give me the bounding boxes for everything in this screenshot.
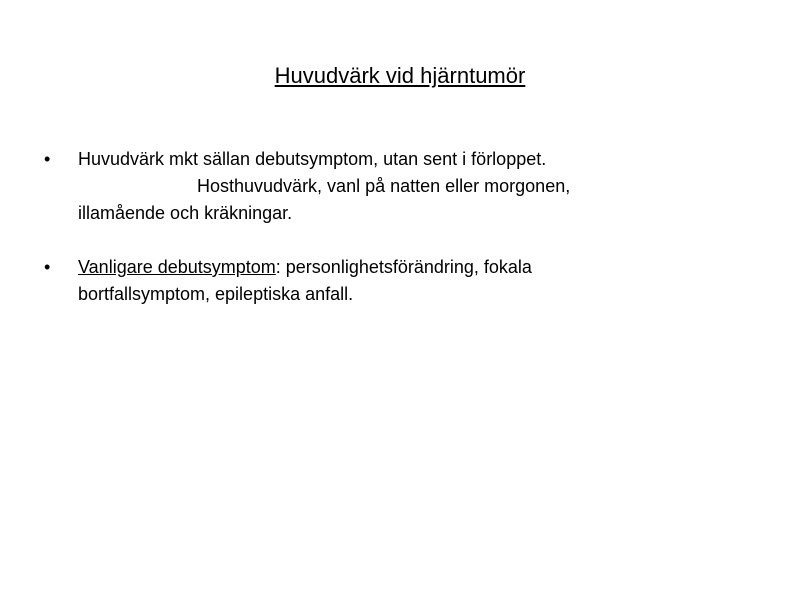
bullet-text-line: Hosthuvudvärk, vanl på natten eller morgonen, [197, 176, 571, 196]
bullet-list [0, 146, 800, 308]
bullet-text-rest: : personlighetsförändring, fokala [275, 257, 532, 277]
bullet-text-line [78, 254, 678, 281]
bullet-item-headache [0, 146, 678, 227]
bullet-text-line: Huvudvärk mkt sällan debutsymptom, utan sent i förloppet. [78, 149, 547, 169]
bullet-icon: • [44, 149, 51, 169]
underlined-term: Vanligare debutsymptom [78, 257, 276, 277]
bullet-item-common-symptoms [0, 254, 678, 308]
bullet-icon: • [44, 257, 51, 277]
bullet-text-line: illamående och kräkningar. [78, 203, 293, 223]
bullet-text-line: bortfallsymptom, epileptiska anfall. [78, 284, 354, 304]
slide-title: Huvudvärk vid hjärntumör [274, 63, 526, 88]
